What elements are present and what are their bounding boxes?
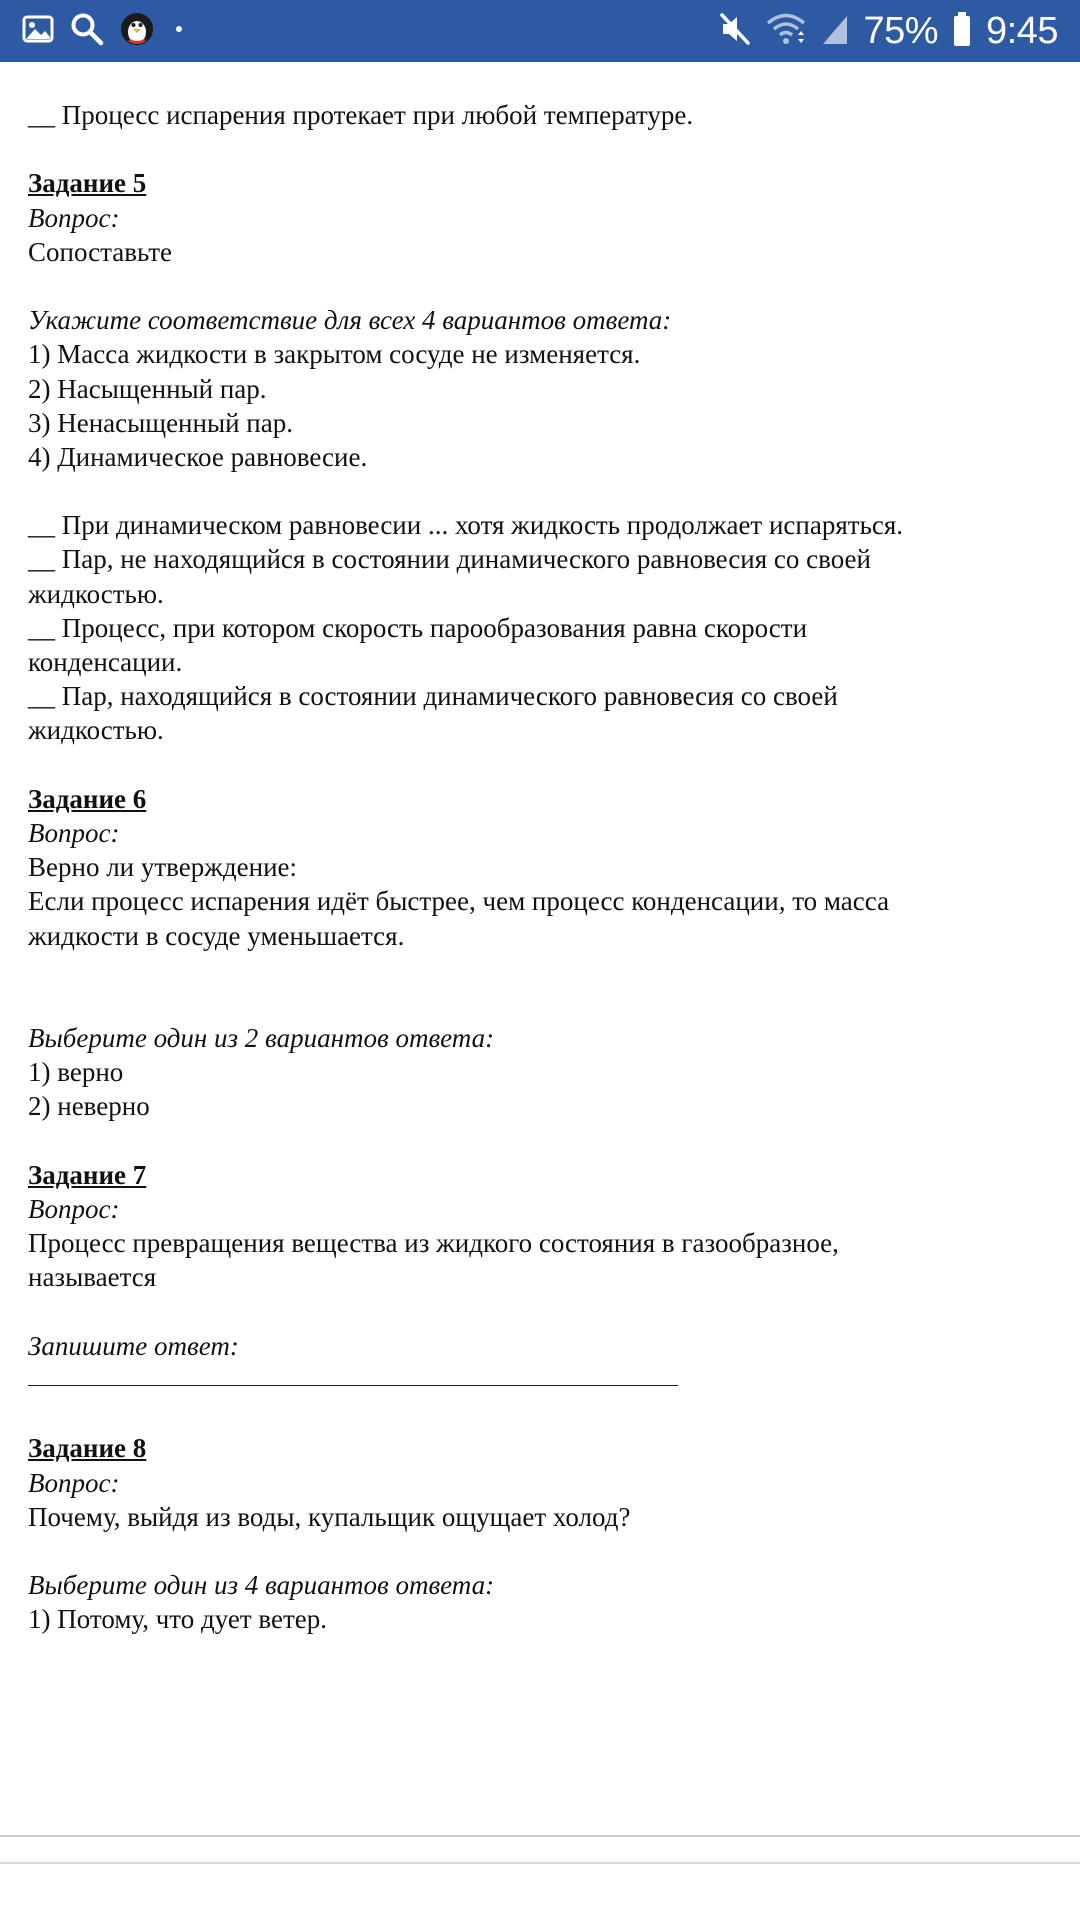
task6-question: Если процесс испарения идёт быстрее, чем процесс конденсации, то масса bbox=[28, 886, 890, 917]
task5-title: Задание 5 bbox=[28, 168, 147, 199]
bottom-divider bbox=[0, 1862, 1080, 1864]
task5-match: конденсации. bbox=[28, 647, 183, 677]
task5-option: 2) Насыщенный пар. bbox=[28, 373, 267, 404]
status-bar bbox=[0, 0, 1080, 62]
penguin-app-icon bbox=[120, 12, 154, 51]
intro-statement: __ Процесс испарения протекает при любой температуре. bbox=[28, 100, 694, 130]
task5-option: 4) Динамическое равновесие. bbox=[28, 441, 368, 472]
battery-percent: 75% bbox=[863, 10, 939, 52]
task5-question-label: Вопрос: bbox=[28, 202, 120, 233]
task8-title: Задание 8 bbox=[28, 1433, 147, 1464]
task6-question: жидкости в сосуде уменьшается. bbox=[28, 920, 405, 951]
task7-question: Процесс превращения вещества из жидкого состояния в газообразное, bbox=[28, 1228, 839, 1259]
task6-title: Задание 6 bbox=[28, 783, 147, 814]
task6-question: Верно ли утверждение: bbox=[28, 852, 297, 883]
task8-question: Почему, выйдя из воды, купальщик ощущает холод? bbox=[28, 1501, 631, 1532]
wifi-icon bbox=[765, 11, 807, 52]
task8-question-label: Вопрос: bbox=[28, 1467, 120, 1498]
task7-instruction: Запишите ответ: bbox=[28, 1330, 239, 1361]
task6-instruction: Выберите один из 2 вариантов ответа: bbox=[28, 1023, 495, 1054]
signal-icon bbox=[821, 12, 849, 51]
task8-instruction: Выберите один из 4 вариантов ответа: bbox=[28, 1570, 495, 1601]
task5-match: __ При динамическом равновесии ... хотя жидкость продолжает испаряться. bbox=[28, 510, 904, 541]
task7-title: Задание 7 bbox=[28, 1159, 147, 1190]
search-icon bbox=[70, 12, 104, 51]
task5-option: 3) Ненасыщенный пар. bbox=[28, 407, 293, 438]
task6-question-label: Вопрос: bbox=[28, 817, 120, 848]
battery-icon bbox=[952, 11, 972, 52]
task7-answer-line bbox=[28, 1363, 1058, 1397]
task5-question: Сопоставьте bbox=[28, 236, 173, 267]
mute-icon bbox=[719, 12, 751, 51]
task5-match: жидкостью. bbox=[28, 578, 164, 609]
status-right-icons bbox=[719, 8, 1058, 54]
task5-match: __ Пар, не находящийся в состоянии динамического равновесия со своей bbox=[28, 544, 871, 575]
status-left-icons bbox=[22, 10, 188, 52]
task5-match: жидкостью. bbox=[28, 715, 164, 746]
task5-match: __ Пар, находящийся в состоянии динамического равновесия со своей bbox=[28, 681, 838, 712]
task5-option: 1) Масса жидкости в закрытом сосуде не изменяется. bbox=[28, 339, 641, 370]
task6-option: 2) неверно bbox=[28, 1091, 150, 1122]
gallery-icon bbox=[22, 14, 54, 49]
dot-icon bbox=[170, 20, 188, 43]
task5-match: __ Процесс, при котором скорость парообразования равна скорости bbox=[28, 612, 808, 643]
task7-question: называется bbox=[28, 1262, 157, 1293]
task8-option: 1) Потому, что дует ветер. bbox=[28, 1604, 327, 1635]
task5-instruction: Укажите соответствие для всех 4 вариантов ответа: bbox=[28, 305, 672, 336]
task6-option: 1) верно bbox=[28, 1057, 124, 1088]
bottom-divider bbox=[0, 1835, 1080, 1837]
clock: 9:45 bbox=[986, 10, 1058, 52]
task7-question-label: Вопрос: bbox=[28, 1194, 120, 1224]
document-body bbox=[28, 98, 1058, 1636]
